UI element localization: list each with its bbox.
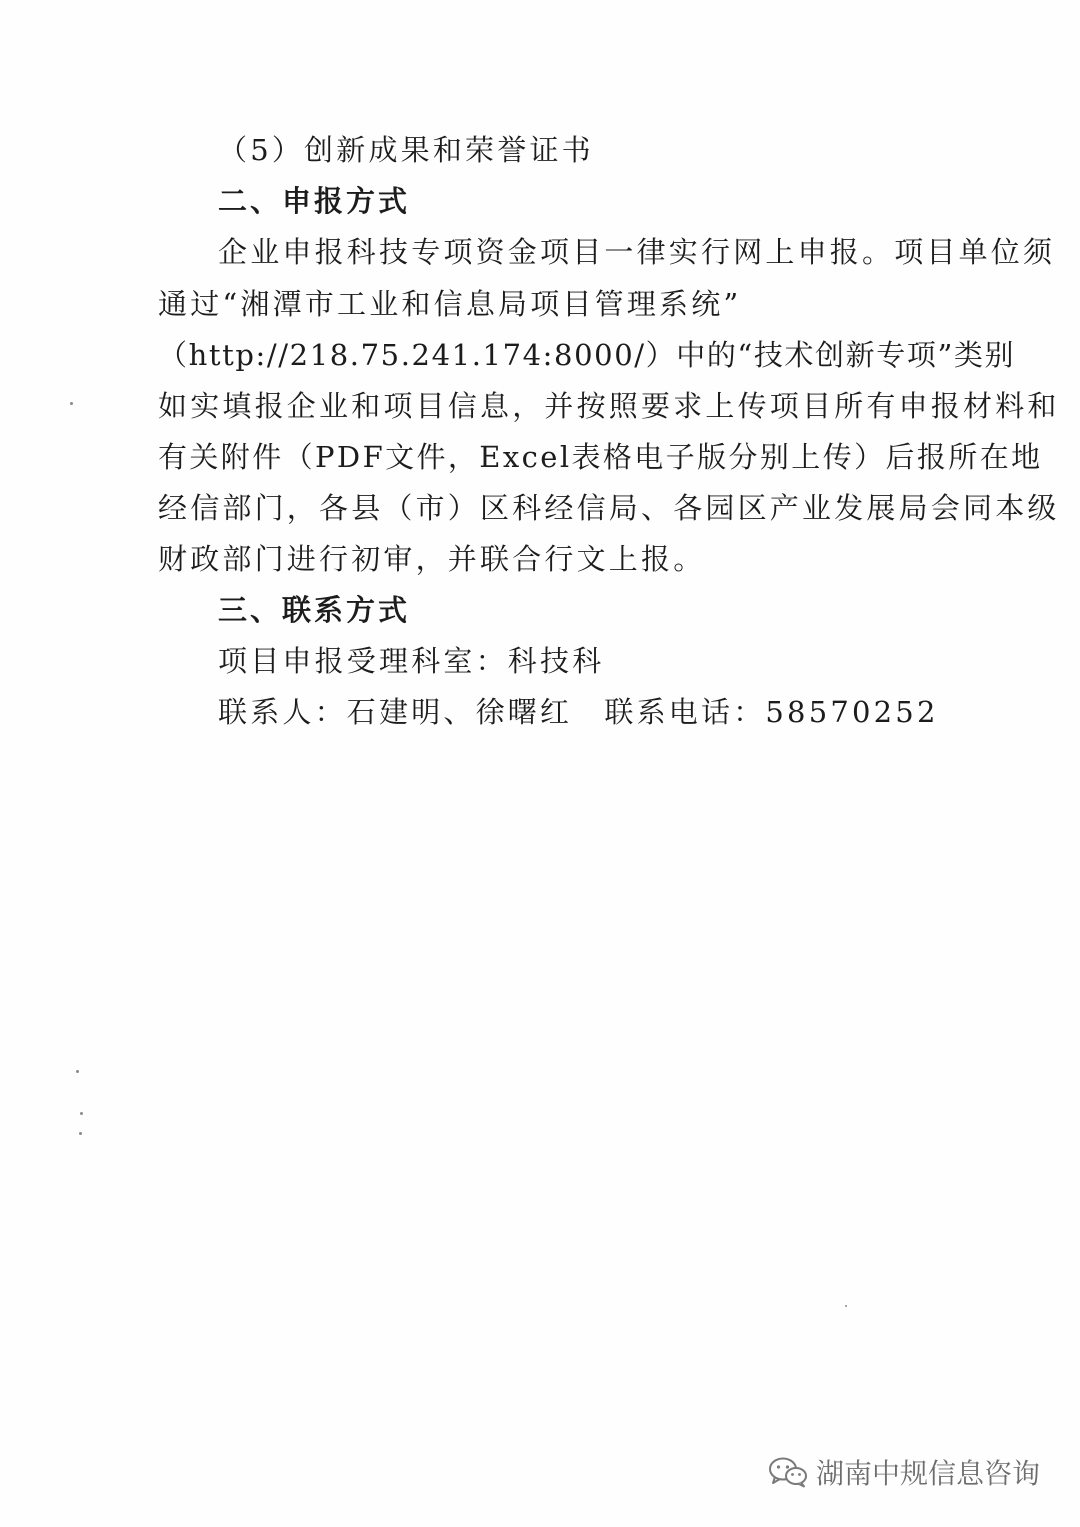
section-2-line-6: 经信部门，各县（市）区科经信局、各园区产业发展局会同本级 <box>158 491 1060 525</box>
section-2-line-4: 如实填报企业和项目信息，并按照要求上传项目所有申报材料和 <box>158 389 1060 423</box>
section-3-heading: 三、联系方式 <box>218 593 411 627</box>
office-line: 项目申报受理科室：科技科 <box>218 644 605 678</box>
section-2-line-7: 财政部门进行初审，并联合行文上报。 <box>158 542 706 576</box>
scan-speck <box>79 1132 82 1135</box>
section-2-line-5: 有关附件（PDF文件，Excel表格电子版分别上传）后报所在地 <box>158 440 1043 474</box>
scan-speck <box>845 1305 847 1307</box>
wechat-icon <box>768 1456 808 1488</box>
section-2-line-1: 企业申报科技专项资金项目一律实行网上申报。项目单位须 <box>218 235 1056 269</box>
scan-speck <box>70 402 73 405</box>
section-2-heading: 二、申报方式 <box>218 184 411 218</box>
scan-speck <box>80 1112 83 1115</box>
contact-line: 联系人：石建明、徐曙红 联系电话：58570252 <box>218 695 939 729</box>
section-2-line-2: 通过“湘潭市工业和信息局项目管理系统” <box>158 287 742 321</box>
watermark <box>768 1452 1040 1492</box>
scan-speck <box>76 1070 79 1073</box>
item-5: （5）创新成果和荣誉证书 <box>218 133 594 167</box>
watermark-text: 湖南中规信息咨询 <box>815 1457 1040 1490</box>
section-2-line-3: （http://218.75.241.174:8000/）中的“技术创新专项”类别 <box>158 338 1016 372</box>
